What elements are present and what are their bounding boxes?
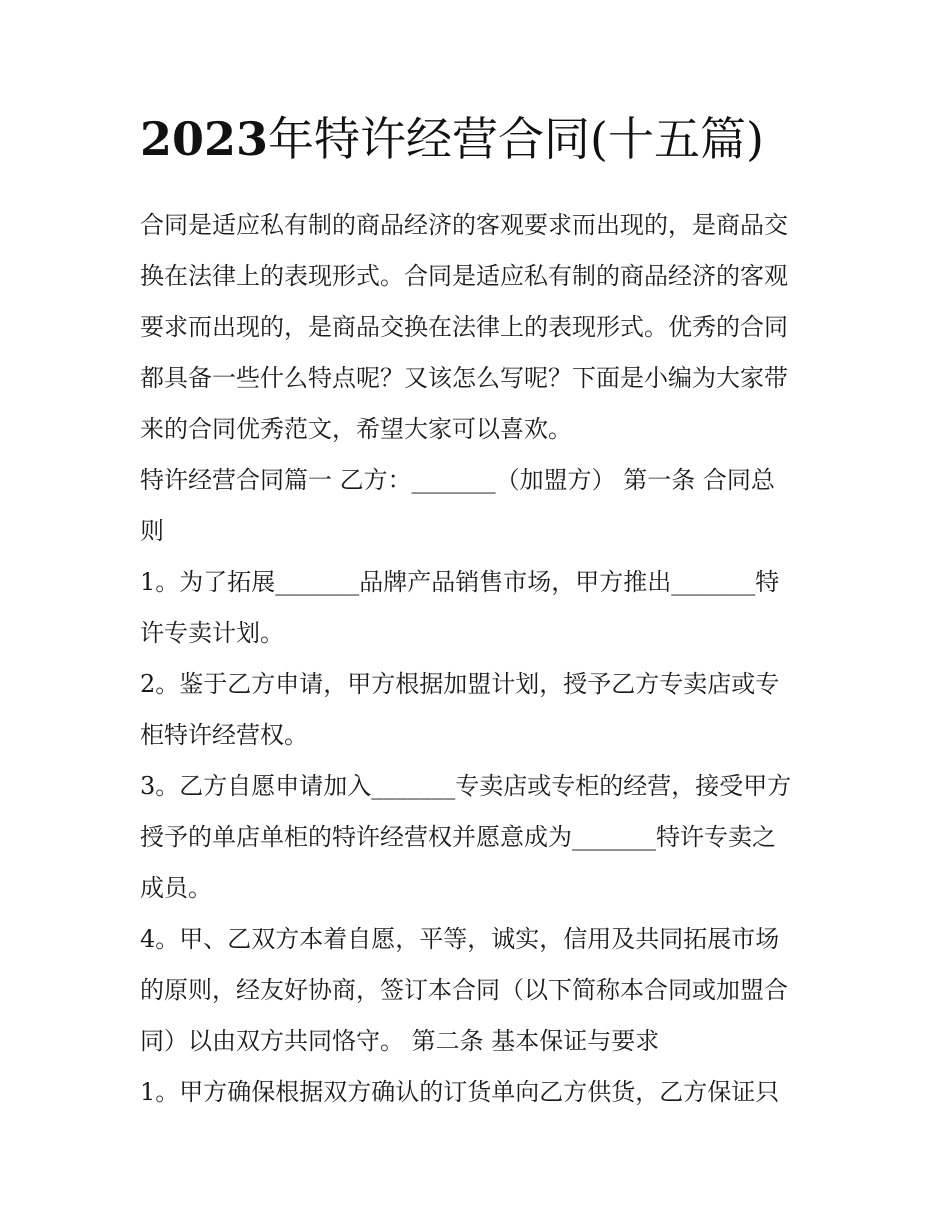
- body-line: 同）以由双方共同恪守。 第二条 基本保证与要求: [140, 1027, 660, 1055]
- document-title: [140, 112, 764, 167]
- body-line: 的原则，经友好协商，签订本合同（以下简称本合同或加盟合: [140, 976, 788, 1004]
- body-line: 都具备一些什么特点呢？又该怎么写呢？下面是小编为大家带: [140, 364, 788, 392]
- body-line: 要求而出现的，是商品交换在法律上的表现形式。优秀的合同: [140, 313, 788, 341]
- body-line: 2。鉴于乙方申请，甲方根据加盟计划，授予乙方专卖店或专: [140, 670, 780, 698]
- document-body: [140, 200, 820, 1118]
- title-year: 2023: [140, 112, 269, 166]
- body-line: 则: [140, 517, 164, 545]
- body-line: 特许经营合同篇一 乙方：_______（加盟方） 第一条 合同总: [140, 466, 775, 494]
- body-line: 4。甲、乙双方本着自愿，平等，诚实，信用及共同拓展市场: [140, 925, 780, 953]
- body-line: 柜特许经营权。: [140, 721, 308, 749]
- body-line: 换在法律上的表现形式。合同是适应私有制的商品经济的客观: [140, 262, 788, 290]
- body-line: 授予的单店单柜的特许经营权并愿意成为_______特许专卖之: [140, 823, 776, 851]
- body-line: 成员。: [140, 874, 212, 902]
- body-line: 许专卖计划。: [140, 619, 284, 647]
- body-line: 1。甲方确保根据双方确认的订货单向乙方供货，乙方保证只: [140, 1078, 780, 1106]
- body-line: 来的合同优秀范文，希望大家可以喜欢。: [140, 415, 572, 443]
- body-line: 合同是适应私有制的商品经济的客观要求而出现的，是商品交: [140, 211, 788, 239]
- body-line: 1。为了拓展_______品牌产品销售市场，甲方推出_______特: [140, 568, 780, 596]
- title-text: 年特许经营合同(十五篇): [268, 112, 764, 166]
- body-line: 3。乙方自愿申请加入_______专卖店或专柜的经营，接受甲方: [140, 772, 792, 800]
